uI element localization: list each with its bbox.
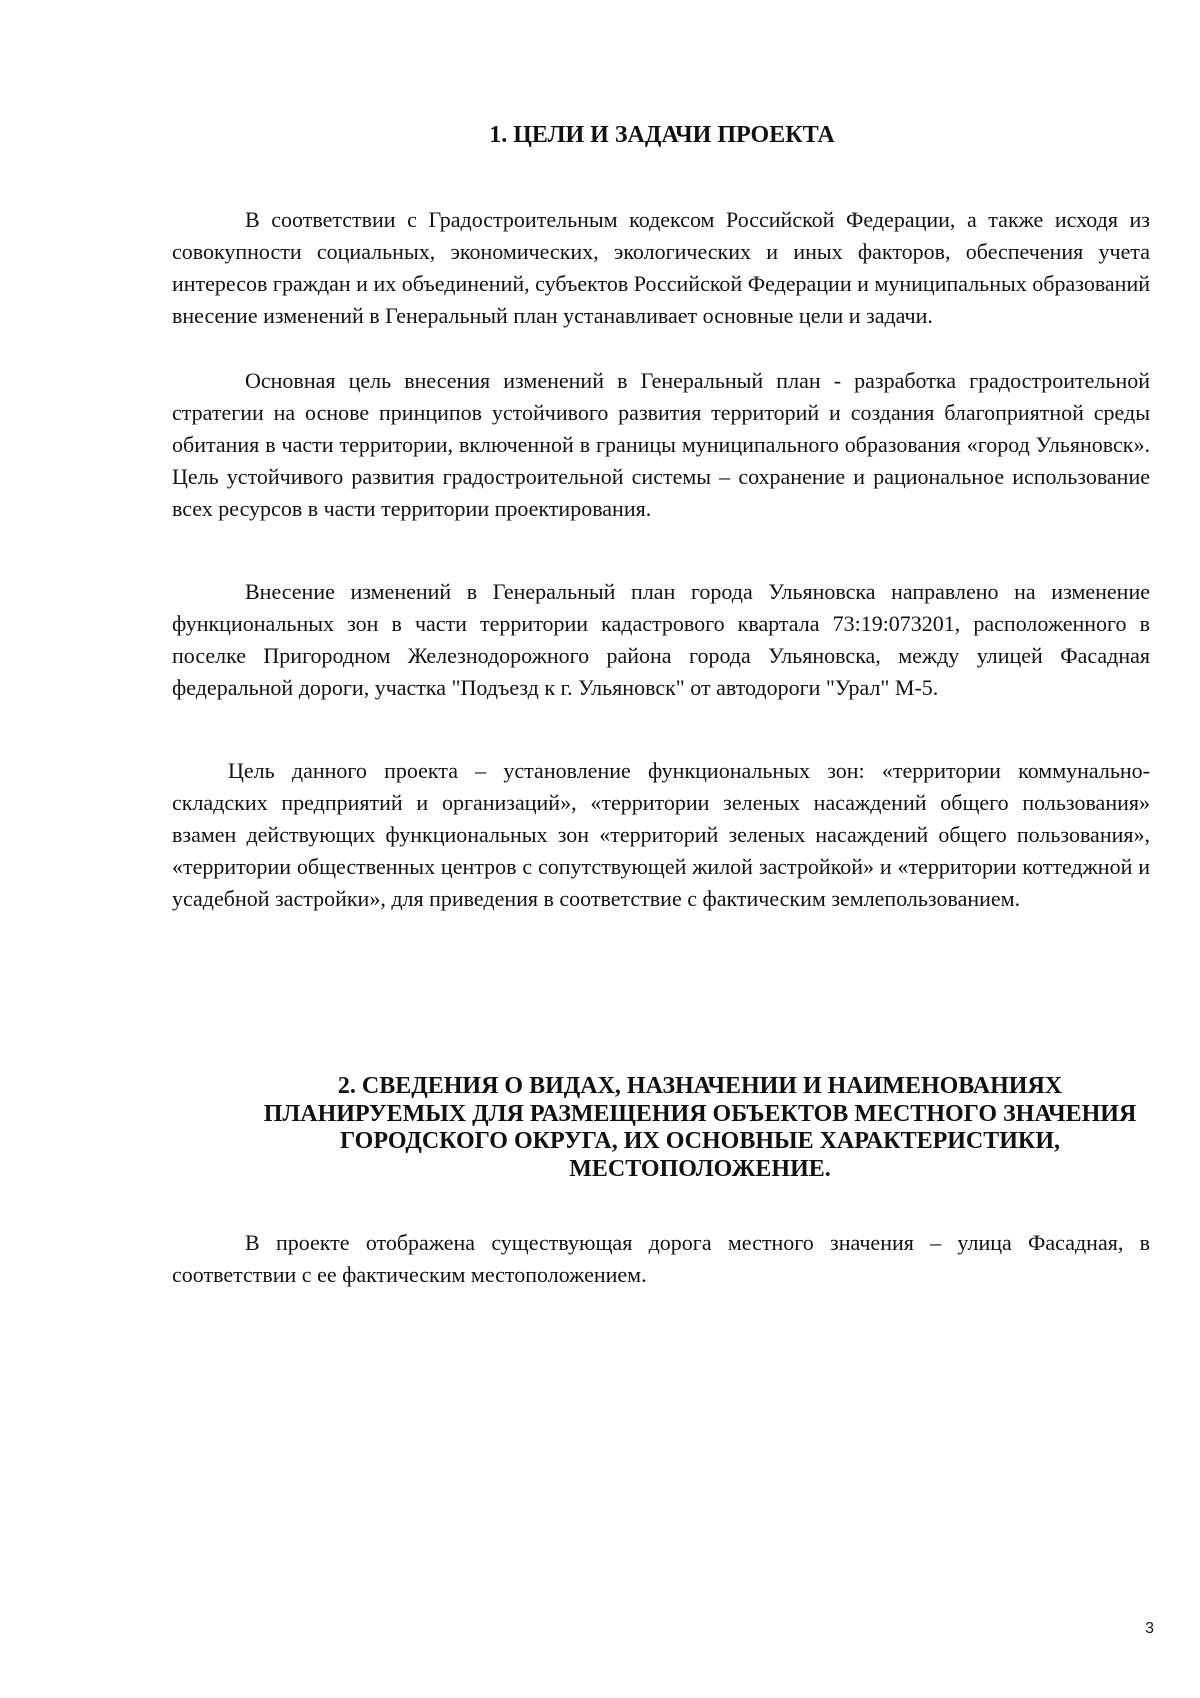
section-1-paragraph-2: Основная цель внесения изменений в Генеральный план - разработка градостроительной стратегии на основе принципов устойчивого развития территорий и создания благоприятной среды обитания в части территории, включенной в границы муниципального образования «город Ульяновск». Цель устойчивого развития градостроительной системы – сохранение и рациональное использование всех ресурсов в части территории проектирования. — [172, 368, 1150, 521]
page-number: 3 — [1145, 1620, 1154, 1637]
section-2-paragraph-1: В проекте отображена существующая дорога местного значения – улица Фасадная, в соответствии с ее фактическим местоположением. — [172, 1230, 1150, 1287]
section-2-heading: 2. СВЕДЕНИЯ О ВИДАХ, НАЗНАЧЕНИИ И НАИМЕНОВАНИЯХ ПЛАНИРУЕМЫХ ДЛЯ РАЗМЕЩЕНИЯ ОБЪЕКТОВ МЕСТНОГО ЗНАЧЕНИЯ ГОРОДСКОГО ОКРУГА, ИХ ОСНОВНЫЕ ХАРАКТЕРИСТИКИ, МЕСТОПОЛОЖЕНИЕ. — [263, 1073, 1137, 1182]
section-1-paragraph-1: В соответствии с Градостроительным кодексом Российской Федерации, а также исходя из совокупности социальных, экономических, экологических и иных факторов, обеспечения учета интересов граждан и их объединений, субъектов Российской Федерации и муниципальных образований внесение изменений в Генеральный план устанавливает основные цели и задачи. — [172, 207, 1150, 328]
section-1-heading: 1. ЦЕЛИ И ЗАДАЧИ ПРОЕКТА — [489, 122, 835, 148]
section-1-paragraph-3: Внесение изменений в Генеральный план города Ульяновска направлено на изменение функциональных зон в части территории кадастрового квартала 73:19:073201, расположенного в поселке Пригородном Железнодорожного района города Ульяновска, между улицей Фасадная федеральной дороги, участка "Подъезд к г. Ульяновск" от автодороги "Урал" М-5. — [172, 579, 1150, 700]
section-1-paragraph-4: Цель данного проекта – установление функциональных зон: «территории коммунально-складских предприятий и организаций», «территории зеленых насаждений общего пользования» взамен действующих функциональных зон «территорий зеленых насаждений общего пользования», «территории общественных центров с сопутствующей жилой застройкой» и «территории коттеджной и усадебной застройки», для приведения в соответствие с фактическим землепользованием. — [172, 758, 1150, 911]
